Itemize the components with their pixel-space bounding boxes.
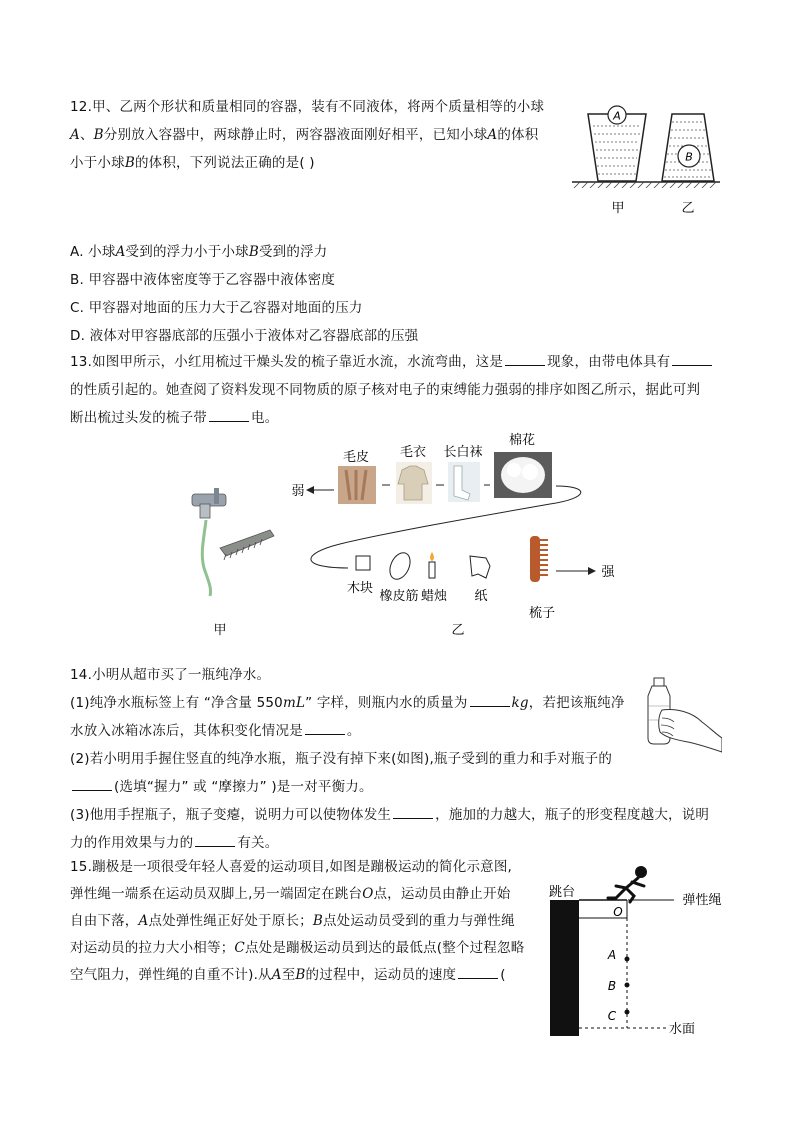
point-a [625,957,630,962]
q12-option-c: C. 甲容器对地面的压力大于乙容器对地面的压力 [70,300,363,316]
q12-line-2: A、B分别放入容器中，两球静止时，两容器液面刚好相平，已知小球A的体积 [70,127,539,143]
caption-yi-13: 乙 [451,623,465,638]
q12-option-d: D. 液体对甲容器底部的压强小于液体对乙容器底部的压强 [70,328,419,344]
q13-line-1: 13.如图甲所示，小红用梳过干燥头发的梳子靠近水流，水流弯曲，这是 现象，由带电体具有 [70,350,714,370]
q12-option-b: B. 甲容器中液体密度等于乙容器中液体密度 [70,272,336,288]
jumper-figure [608,866,647,902]
q15-line-5: 空气阻力，弹性绳的自重不计).从A至B的过程中，运动员的速度 ( [70,967,506,983]
ball-a-label: A [613,109,621,123]
container-jia [588,106,646,181]
point-c-label: C [607,1009,617,1023]
point-b-label: B [607,979,617,993]
q14-part1-line2: 水放入冰箱冰冻后，其体积变化情况是 。 [70,723,361,739]
label-water: 水面 [668,1022,696,1037]
q15-line-1: 15.蹦极是一项很受年轻人喜爱的运动项目,如图是蹦极运动的简化示意图, [70,859,513,875]
hand-holding-bottle-figure [636,672,722,754]
q14-title: 14.小明从超市买了一瓶纯净水。 [70,667,271,683]
point-c [625,1010,630,1015]
label-weak: 弱 [291,484,305,499]
platform-pillar [550,900,579,1036]
label-sock: 长白袜 [443,445,483,460]
label-paper: 纸 [474,589,488,604]
label-fur: 毛皮 [342,450,370,465]
q12-line-1: 12.甲、乙两个形状和质量相同的容器，装有不同液体，将两个质量相等的小球 [70,99,545,115]
bungee-jump-diagram [544,858,734,1040]
q14-part3-line1: (3)他用手捏瓶子，瓶子变瘪，说明力可以使物体发生 ，施加的力越大，瓶子的形变程度越大，说明 [70,807,710,823]
point-b [625,983,630,988]
container-yi [662,114,714,181]
answer-blank[interactable] [672,353,712,366]
answer-blank[interactable] [209,409,249,422]
wood-block-icon [356,556,370,570]
q12-containers-figure [566,100,726,222]
q12-line-3: 小于小球B的体积，下列说法正确的是( ) [70,155,315,171]
rubber-band-icon [386,550,414,583]
comb-icon [530,536,548,582]
q12-option-a: A. 小球A受到的浮力小于小球B受到的浮力 [70,244,328,260]
answer-blank[interactable] [195,834,235,847]
caption-yi: 乙 [681,201,695,216]
label-strong: 强 [601,565,615,580]
label-comb: 梳子 [528,606,556,621]
q14-part3-line2: 力的作用效果与力的 有关。 [70,835,279,851]
q15-line-2: 弹性绳一端系在运动员双脚上,另一端固定在跳台O点，运动员由静止开始 [70,886,511,902]
q15-line-3: 自由下落，A点处弹性绳正好处于原长；B点处运动员受到的重力与弹性绳 [70,913,515,929]
answer-blank[interactable] [470,694,510,707]
answer-blank[interactable] [72,778,112,791]
q15-line-4: 对运动员的拉力大小相等；C点处是蹦极运动员到达的最低点(整个过程忽略 [70,940,525,956]
label-rubber: 橡皮筋 [379,589,419,604]
answer-blank[interactable] [393,806,433,819]
caption-jia: 甲 [611,201,625,216]
answer-blank[interactable] [305,722,345,735]
q13-line-3: 断出梳过头发的梳子带 电。 [70,410,279,426]
paper-icon [470,556,490,578]
q14-part1-line1: (1)纯净水瓶标签上有 “净含量 550mL” 字样，则瓶内水的质量为 kg，若把该瓶纯净 [70,695,625,711]
candle-icon [429,562,435,578]
point-o-label: O [613,905,623,919]
caption-jia-13: 甲 [213,623,227,638]
answer-blank[interactable] [505,353,545,366]
label-wood: 木块 [346,581,374,596]
q14-part2-line1: (2)若小明用手握住竖直的纯净水瓶，瓶子没有掉下来(如图),瓶子受到的重力和手对瓶子的 [70,751,613,767]
q13-line-2: 的性质引起的。她查阅了资料发现不同物质的原子核对电子的束缚能力强弱的排序如图乙所示，据此可判 [70,382,701,398]
comb-small [220,530,274,560]
q14-part2-line2: (选填“握力” 或 “摩擦力” )是一对平衡力。 [70,775,373,795]
label-candle: 蜡烛 [420,589,448,604]
label-rope: 弹性绳 [682,893,722,908]
ball-b-label: B [685,150,693,164]
faucet-water-comb-illustration [192,488,274,596]
q13-figure [170,428,630,643]
point-a-label: A [607,948,617,962]
label-cotton: 棉花 [508,433,536,448]
answer-blank[interactable] [458,966,498,979]
label-platform: 跳台 [548,885,576,900]
label-sweater: 毛衣 [399,445,427,460]
